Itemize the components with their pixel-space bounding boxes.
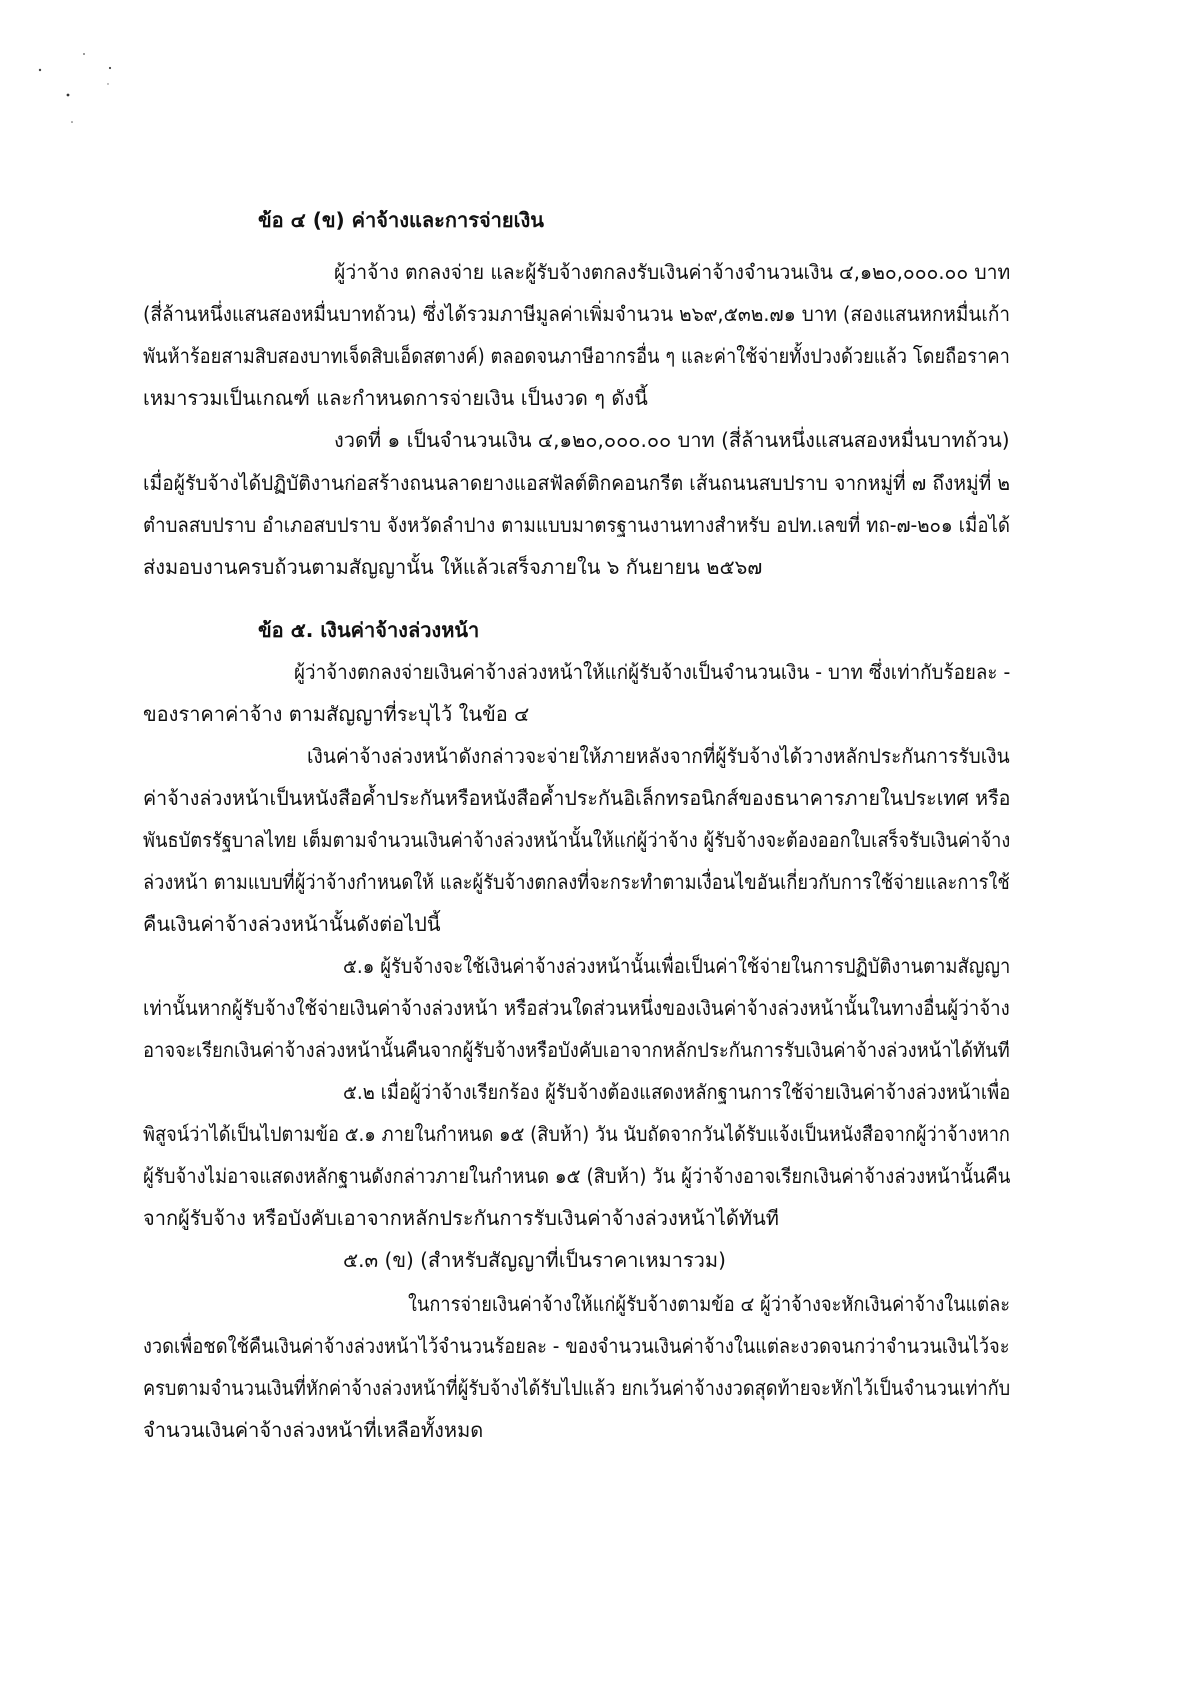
section-5-line: เท่านั้นหากผู้รับจ้างใช้จ่ายเงินค่าจ้างล่วงหน้า หรือส่วนใดส่วนหนึ่งของเงินค่าจ้างล่วงหน้านั้นในทางอื่นผู้ว่าจ้าง xyxy=(143,996,1010,1020)
section-5-line: พันธบัตรรัฐบาลไทย เต็มตามจำนวนเงินค่าจ้างล่วงหน้านั้นให้แก่ผู้ว่าจ้าง ผู้รับจ้างจะต้องออกใบเสร็จรับเงินค่าจ้าง xyxy=(143,828,1011,852)
section-5-heading: ข้อ ๕. เงินค่าจ้างล่วงหน้า xyxy=(258,618,480,642)
section-5-line: ผู้ว่าจ้างตกลงจ่ายเงินค่าจ้างล่วงหน้าให้แก่ผู้รับจ้างเป็นจำนวนเงิน - บาท ซึ่งเท่ากับร้อยละ - xyxy=(294,660,1011,684)
section-5-line: ๕.๑ ผู้รับจ้างจะใช้เงินค่าจ้างล่วงหน้านั้นเพื่อเป็นค่าใช้จ่ายในการปฏิบัติงานตามสัญญา xyxy=(343,954,1011,978)
section-5-line: ค่าจ้างล่วงหน้าเป็นหนังสือค้ำประกันหรือหนังสือค้ำประกันอิเล็กทรอนิกส์ของธนาคารภายในประเทศ หรือ xyxy=(143,786,1011,810)
section-4-line: พันห้าร้อยสามสิบสองบาทเจ็ดสิบเอ็ดสตางค์) ตลอดจนภาษีอากรอื่น ๆ และค่าใช้จ่ายทั้งปวงด้วยแล้ว โดยถือราคา xyxy=(143,344,1010,368)
section-5-line: เงินค่าจ้างล่วงหน้าดังกล่าวจะจ่ายให้ภายหลังจากที่ผู้รับจ้างได้วางหลักประกันการรับเงิน xyxy=(307,744,1010,768)
section-5-line: ผู้รับจ้างไม่อาจแสดงหลักฐานดังกล่าวภายในกำหนด ๑๕ (สิบห้า) วัน ผู้ว่าจ้างอาจเรียกเงินค่าจ้างล่วงหน้านั้นคืน xyxy=(143,1164,1011,1188)
section-5-line: ของราคาค่าจ้าง ตามสัญญาที่ระบุไว้ ในข้อ ๔ xyxy=(143,702,530,726)
section-5-line: ๕.๓ (ข) (สำหรับสัญญาที่เป็นราคาเหมารวม) xyxy=(343,1248,726,1272)
section-4-line: งวดที่ ๑ เป็นจำนวนเงิน ๔,๑๒๐,๐๐๐.๐๐ บาท (สี่ล้านหนึ่งแสนสองหมื่นบาทถ้วน) xyxy=(334,428,1010,452)
section-4-line: ผู้ว่าจ้าง ตกลงจ่าย และผู้รับจ้างตกลงรับเงินค่าจ้างจำนวนเงิน ๔,๑๒๐,๐๐๐.๐๐ บาท xyxy=(334,260,1011,284)
section-5-line: พิสูจน์ว่าได้เป็นไปตามข้อ ๕.๑ ภายในกำหนด ๑๕ (สิบห้า) วัน นับถัดจากวันได้รับแจ้งเป็นหนังสือจากผู้ว่าจ้างหาก xyxy=(143,1122,1010,1146)
section-5-line: จากผู้รับจ้าง หรือบังคับเอาจากหลักประกันการรับเงินค่าจ้างล่วงหน้าได้ทันที xyxy=(143,1206,779,1230)
section-5-line: ครบตามจำนวนเงินที่หักค่าจ้างล่วงหน้าที่ผู้รับจ้างได้รับไปแล้ว ยกเว้นค่าจ้างงวดสุดท้ายจะหักไว้เป็นจำนวนเท่ากับ xyxy=(143,1376,1011,1400)
scan-specks xyxy=(30,40,130,150)
section-5-line: งวดเพื่อชดใช้คืนเงินค่าจ้างล่วงหน้าไว้จำนวนร้อยละ - ของจำนวนเงินค่าจ้างในแต่ละงวดจนกว่าจำนวนเงินไว้จะ xyxy=(143,1334,1010,1358)
section-4-line: ส่งมอบงานครบถ้วนตามสัญญานั้น ให้แล้วเสร็จภายใน ๖ กันยายน ๒๕๖๗ xyxy=(143,555,763,579)
section-4-line: ตำบลสบปราบ อำเภอสบปราบ จังหวัดลำปาง ตามแบบมาตรฐานงานทางสำหรับ อปท.เลขที่ ทถ-๗-๒๐๑ เมื่อได้ xyxy=(143,513,1011,537)
section-5-line: ล่วงหน้า ตามแบบที่ผู้ว่าจ้างกำหนดให้ และผู้รับจ้างตกลงที่จะกระทำตามเงื่อนไขอันเกี่ยวกับการใช้จ่ายและการใช้ xyxy=(143,870,1010,894)
section-5-line: คืนเงินค่าจ้างล่วงหน้านั้นดังต่อไปนี้ xyxy=(143,912,441,936)
section-4-line: เมื่อผู้รับจ้างได้ปฏิบัติงานก่อสร้างถนนลาดยางแอสฟัลต์ติกคอนกรีต เส้นถนนสบปราบ จากหมู่ที่ ๗ ถึงหมู่ที่ ๒ xyxy=(143,471,1011,495)
section-5-line: ๕.๒ เมื่อผู้ว่าจ้างเรียกร้อง ผู้รับจ้างต้องแสดงหลักฐานการใช้จ่ายเงินค่าจ้างล่วงหน้าเพื่อ xyxy=(343,1080,1011,1104)
section-5-line: อาจจะเรียกเงินค่าจ้างล่วงหน้านั้นคืนจากผู้รับจ้างหรือบังคับเอาจากหลักประกันการรับเงินค่าจ้างล่วงหน้าได้ทันที xyxy=(143,1038,1010,1062)
section-4-heading: ข้อ ๔ (ข) ค่าจ้างและการจ่ายเงิน xyxy=(258,208,544,232)
section-5-line: ในการจ่ายเงินค่าจ้างให้แก่ผู้รับจ้างตามข้อ ๔ ผู้ว่าจ้างจะหักเงินค่าจ้างในแต่ละ xyxy=(408,1292,1011,1316)
section-5-line: จำนวนเงินค่าจ้างล่วงหน้าที่เหลือทั้งหมด xyxy=(143,1418,484,1442)
section-4-line: เหมารวมเป็นเกณฑ์ และกำหนดการจ่ายเงิน เป็นงวด ๆ ดังนี้ xyxy=(143,386,648,410)
section-4-line: (สี่ล้านหนึ่งแสนสองหมื่นบาทถ้วน) ซึ่งได้รวมภาษีมูลค่าเพิ่มจำนวน ๒๖๙,๕๓๒.๗๑ บาท (สองแสนหกหมื่นเก้า xyxy=(143,302,1011,326)
